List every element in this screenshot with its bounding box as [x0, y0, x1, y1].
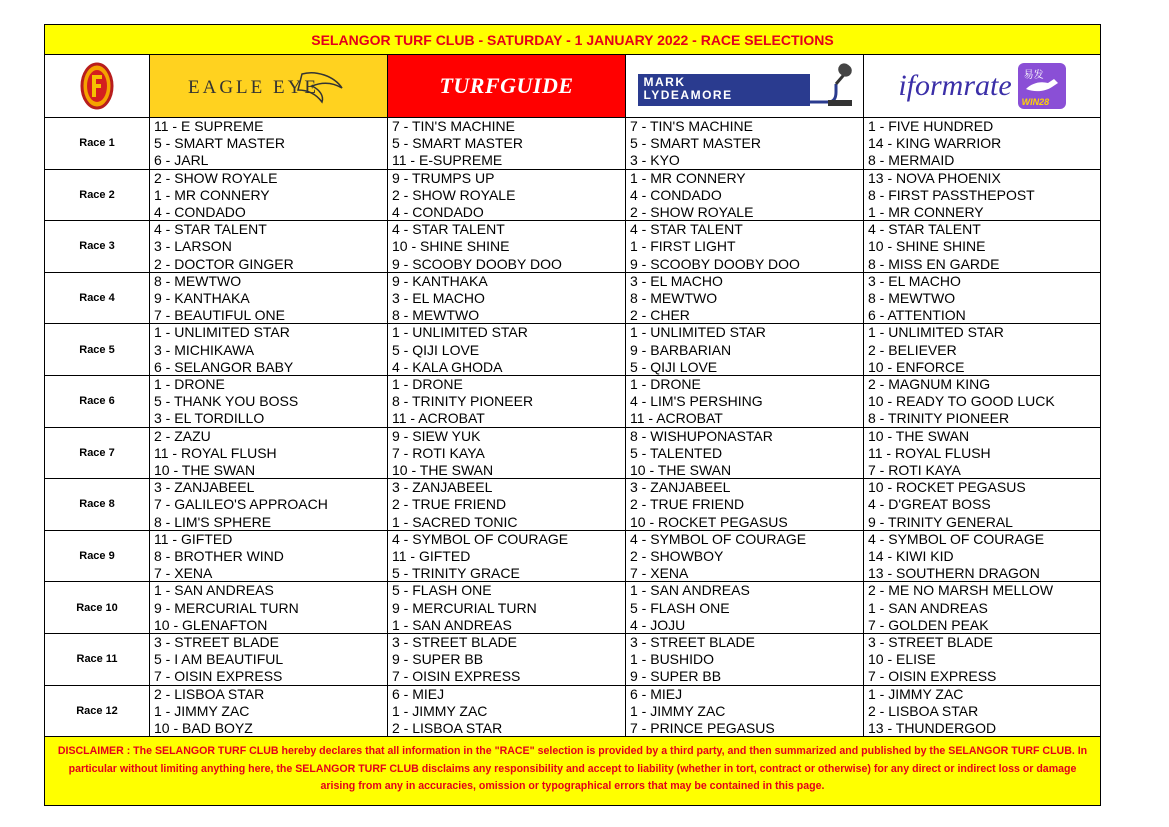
selection-cell — [150, 428, 388, 479]
selection-cell — [150, 221, 388, 272]
mark-lydeamore-logo-cell — [626, 55, 864, 117]
selection-cell — [388, 324, 626, 375]
horse-pick: 3 - EL MACHO — [868, 272, 961, 289]
horse-pick: 8 - MERMAID — [868, 152, 955, 169]
iformrate-logo-text: iformrate — [898, 69, 1012, 102]
selection-cell — [864, 428, 1100, 479]
selection-cell — [626, 428, 864, 479]
horse-pick: 4 - SYMBOL OF COURAGE — [392, 530, 569, 547]
race-row — [44, 376, 1101, 428]
horse-pick: 4 - SYMBOL OF COURAGE — [868, 530, 1045, 547]
horse-pick: 2 - TRUE FRIEND — [392, 496, 507, 513]
horse-pick: 3 - STREET BLADE — [154, 633, 280, 650]
horse-pick: 9 - KANTHAKA — [392, 272, 488, 289]
mark-lydeamore-logo — [634, 60, 856, 112]
horse-pick: 7 - OISIN EXPRESS — [868, 668, 997, 685]
horse-pick: 8 - MEWTWO — [630, 289, 718, 306]
selection-cell — [626, 582, 864, 633]
horse-pick: 3 - LARSON — [154, 238, 232, 255]
race-label: Race 3 — [45, 221, 150, 272]
race-label: Race 12 — [45, 686, 150, 737]
horse-icon — [1024, 77, 1060, 95]
horse-pick: 9 - BARBARIAN — [630, 341, 732, 358]
race-label: Race 9 — [45, 531, 150, 582]
horse-pick: 10 - THE SWAN — [630, 461, 732, 478]
selection-cell — [388, 170, 626, 221]
horse-pick: 3 - STREET BLADE — [868, 633, 994, 650]
race-row — [44, 634, 1101, 686]
horse-pick: 10 - THE SWAN — [392, 461, 494, 478]
horse-pick: 3 - KYO — [630, 152, 680, 169]
horse-pick: 9 - SUPER BB — [392, 651, 484, 668]
horse-pick: 5 - SMART MASTER — [154, 135, 285, 152]
horse-pick: 2 - LISBOA STAR — [392, 719, 503, 736]
race-row — [44, 582, 1101, 634]
race-label: Race 4 — [45, 273, 150, 324]
selection-cell — [626, 634, 864, 685]
mark-logo-line1: MARK — [643, 75, 686, 89]
microphone-icon — [798, 62, 854, 110]
race-row — [44, 428, 1101, 480]
selection-cell — [150, 273, 388, 324]
horse-pick: 1 - UNLIMITED STAR — [154, 324, 290, 341]
horse-pick: 1 - SAN ANDREAS — [154, 582, 274, 599]
horse-pick: 5 - SMART MASTER — [630, 135, 761, 152]
horse-pick: 1 - MR CONNERY — [154, 186, 270, 203]
horse-pick: 2 - ZAZU — [154, 427, 211, 444]
turfguide-logo-cell — [388, 55, 626, 117]
horse-pick: 13 - NOVA PHOENIX — [868, 169, 1001, 186]
horse-pick: 5 - TALENTED — [630, 444, 723, 461]
horse-pick: 2 - CHER — [630, 307, 690, 324]
horse-pick: 4 - CONDADO — [392, 203, 484, 220]
race-row — [44, 324, 1101, 376]
selection-cell — [864, 324, 1100, 375]
horse-pick: 2 - SHOWBOY — [630, 547, 724, 564]
selection-cell — [626, 324, 864, 375]
horse-pick: 6 - ATTENTION — [868, 307, 966, 324]
horse-pick: 8 - MEWTWO — [154, 272, 242, 289]
selection-cell — [388, 118, 626, 169]
horse-pick: 5 - SMART MASTER — [392, 135, 523, 152]
horse-pick: 11 - ROYAL FLUSH — [868, 444, 991, 461]
selection-cell — [864, 273, 1100, 324]
selection-cell — [388, 273, 626, 324]
win28-cn-text: 易发 — [1023, 70, 1044, 81]
horse-pick: 9 - SIEW YUK — [392, 427, 481, 444]
race-row — [44, 479, 1101, 531]
horse-pick: 4 - KALA GHODA — [392, 358, 503, 375]
horse-pick: 7 - TIN'S MACHINE — [630, 118, 753, 134]
disclaimer: DISCLAIMER : The SELANGOR TURF CLUB hereby declares that all information in the "RACE" selection is provided by a third party, and then summarized and published by the SELANGOR TURF CLUB. In particular without limiting anything here, the SELANGOR TURF CLUB disclaims any responsibility and accept to liability (whether in tort, contract or otherwise) for any direct or indirect loss or damage arising from any in accuracies, omission or typographical errors that may be contained in this page. — [44, 737, 1101, 806]
horse-pick: 2 - LISBOA STAR — [154, 685, 265, 702]
horse-pick: 2 - LISBOA STAR — [868, 702, 979, 719]
race-row — [44, 221, 1101, 273]
horse-pick: 1 - SAN ANDREAS — [392, 616, 512, 633]
selection-cell — [150, 376, 388, 427]
horse-pick: 7 - BEAUTIFUL ONE — [154, 307, 285, 324]
win28-text: WIN28 — [1021, 97, 1050, 107]
turfguide-logo-text: TURFGUIDE — [439, 73, 574, 98]
selection-cell — [626, 531, 864, 582]
selection-cell — [388, 428, 626, 479]
selection-cell — [150, 531, 388, 582]
horse-pick: 1 - FIVE HUNDRED — [868, 118, 994, 134]
eagle-eye-logo-text: EAGLE EYE — [187, 77, 319, 98]
page-title: SELANGOR TURF CLUB - SATURDAY - 1 JANUARY 2022 - RACE SELECTIONS — [44, 24, 1101, 55]
selection-cell — [150, 582, 388, 633]
selection-cell — [626, 118, 864, 169]
race-row — [44, 531, 1101, 583]
selection-cell — [864, 221, 1100, 272]
horse-pick: 6 - SELANGOR BABY — [154, 358, 294, 375]
eagle-eye-logo-cell — [150, 55, 388, 117]
horse-pick: 13 - SOUTHERN DRAGON — [868, 565, 1040, 582]
selection-cell — [150, 170, 388, 221]
horse-pick: 3 - STREET BLADE — [392, 633, 518, 650]
tipster-logo-row — [44, 55, 1101, 118]
horse-pick: 3 - EL MACHO — [630, 272, 723, 289]
stc-logo-cell — [45, 55, 150, 117]
horse-pick: 1 - UNLIMITED STAR — [868, 324, 1004, 341]
horse-pick: 4 - LIM'S PERSHING — [630, 393, 763, 410]
horse-pick: 7 - TIN'S MACHINE — [392, 118, 515, 134]
selection-cell — [626, 376, 864, 427]
eagle-eye-logo-icon — [184, 66, 354, 106]
horse-pick: 11 - E SUPREME — [154, 118, 264, 134]
horse-pick: 7 - ROTI KAYA — [868, 461, 961, 478]
race-label: Race 1 — [45, 118, 150, 169]
horse-pick: 7 - XENA — [154, 565, 213, 582]
horse-pick: 9 - KANTHAKA — [154, 289, 250, 306]
horse-pick: 7 - PRINCE PEGASUS — [630, 719, 775, 736]
horse-pick: 1 - DRONE — [154, 375, 225, 392]
horse-pick: 7 - ROTI KAYA — [392, 444, 485, 461]
horse-pick: 11 - ACROBAT — [630, 410, 723, 427]
selection-cell — [150, 324, 388, 375]
horse-pick: 8 - TRINITY PIONEER — [392, 393, 534, 410]
horse-pick: 7 - GOLDEN PEAK — [868, 616, 989, 633]
horse-pick: 9 - SCOOBY DOOBY DOO — [392, 255, 562, 272]
horse-pick: 1 - UNLIMITED STAR — [392, 324, 528, 341]
horse-pick: 11 - GIFTED — [154, 530, 233, 547]
race-row — [44, 686, 1101, 738]
horse-pick: 8 - MEWTWO — [392, 307, 480, 324]
selection-cell — [626, 221, 864, 272]
horse-pick: 5 - THANK YOU BOSS — [154, 393, 299, 410]
horse-pick: 6 - MIEJ — [392, 685, 445, 702]
horse-pick: 11 - ROYAL FLUSH — [154, 444, 277, 461]
horse-pick: 9 - SUPER BB — [630, 668, 722, 685]
horse-pick: 10 - ENFORCE — [868, 358, 965, 375]
horse-pick: 3 - ZANJABEEL — [630, 479, 731, 496]
horse-pick: 7 - OISIN EXPRESS — [392, 668, 521, 685]
horse-pick: 3 - ZANJABEEL — [154, 479, 255, 496]
horse-pick: 13 - THUNDERGOD — [868, 719, 997, 736]
horse-pick: 8 - LIM'S SPHERE — [154, 513, 272, 530]
horse-pick: 6 - MIEJ — [630, 685, 683, 702]
horse-pick: 1 - JIMMY ZAC — [154, 702, 250, 719]
race-selections-sheet — [44, 24, 1101, 806]
mark-lydeamore-box — [638, 74, 810, 106]
horse-pick: 3 - EL TORDILLO — [154, 410, 265, 427]
selection-cell — [864, 170, 1100, 221]
horse-pick: 1 - SACRED TONIC — [392, 513, 518, 530]
horse-pick: 11 - ACROBAT — [392, 410, 485, 427]
horse-pick: 1 - JIMMY ZAC — [630, 702, 726, 719]
horse-pick: 10 - READY TO GOOD LUCK — [868, 393, 1055, 410]
horse-pick: 10 - SHINE SHINE — [392, 238, 510, 255]
selection-cell — [388, 376, 626, 427]
horse-pick: 8 - MEWTWO — [868, 289, 956, 306]
horse-pick: 1 - FIRST LIGHT — [630, 238, 736, 255]
horse-pick: 10 - ROCKET PEGASUS — [630, 513, 788, 530]
race-row — [44, 170, 1101, 222]
horse-pick: 1 - UNLIMITED STAR — [630, 324, 766, 341]
horse-pick: 10 - GLENAFTON — [154, 616, 268, 633]
selection-cell — [388, 686, 626, 737]
race-row — [44, 118, 1101, 170]
horse-pick: 5 - QIJI LOVE — [630, 358, 718, 375]
horse-pick: 5 - FLASH ONE — [392, 582, 492, 599]
selection-cell — [626, 479, 864, 530]
horse-pick: 3 - ZANJABEEL — [392, 479, 493, 496]
horse-pick: 1 - DRONE — [630, 375, 701, 392]
horse-pick: 5 - I AM BEAUTIFUL — [154, 651, 284, 668]
selection-cell — [388, 479, 626, 530]
mark-logo-line2: LYDEAMORE — [643, 88, 733, 102]
horse-pick: 9 - SCOOBY DOOBY DOO — [630, 255, 800, 272]
horse-pick: 2 - SHOW ROYALE — [630, 203, 754, 220]
horse-pick: 8 - FIRST PASSTHEPOST — [868, 186, 1035, 203]
horse-pick: 8 - MISS EN GARDE — [868, 255, 1000, 272]
selection-cell — [388, 531, 626, 582]
horse-pick: 1 - JIMMY ZAC — [392, 702, 488, 719]
horse-pick: 1 - SAN ANDREAS — [630, 582, 750, 599]
selection-cell — [864, 376, 1100, 427]
horse-pick: 7 - OISIN EXPRESS — [154, 668, 283, 685]
horse-pick: 3 - EL MACHO — [392, 289, 485, 306]
horse-pick: 2 - SHOW ROYALE — [392, 186, 516, 203]
selection-cell — [626, 273, 864, 324]
selection-cell — [626, 170, 864, 221]
horse-pick: 3 - STREET BLADE — [630, 633, 756, 650]
horse-pick: 11 - GIFTED — [392, 547, 471, 564]
selection-cell — [150, 686, 388, 737]
stc-crest-icon — [80, 61, 114, 111]
race-label: Race 7 — [45, 428, 150, 479]
horse-pick: 8 - BROTHER WIND — [154, 547, 284, 564]
horse-pick: 10 - THE SWAN — [868, 427, 970, 444]
horse-pick: 5 - TRINITY GRACE — [392, 565, 520, 582]
horse-pick: 6 - JARL — [154, 152, 209, 169]
horse-pick: 5 - FLASH ONE — [630, 599, 730, 616]
race-row — [44, 273, 1101, 325]
race-label: Race 10 — [45, 582, 150, 633]
horse-pick: 10 - THE SWAN — [154, 461, 256, 478]
selection-cell — [388, 582, 626, 633]
horse-pick: 10 - ROCKET PEGASUS — [868, 479, 1026, 496]
horse-pick: 2 - BELIEVER — [868, 341, 957, 358]
horse-pick: 8 - WISHUPONASTAR — [630, 427, 773, 444]
horse-pick: 5 - QIJI LOVE — [392, 341, 480, 358]
horse-pick: 14 - KING WARRIOR — [868, 135, 1002, 152]
race-table — [44, 118, 1101, 737]
selection-cell — [864, 582, 1100, 633]
horse-pick: 2 - MAGNUM KING — [868, 375, 991, 392]
horse-pick: 1 - SAN ANDREAS — [868, 599, 988, 616]
selection-cell — [150, 479, 388, 530]
race-label: Race 5 — [45, 324, 150, 375]
horse-pick: 9 - MERCURIAL TURN — [392, 599, 537, 616]
horse-pick: 10 - BAD BOYZ — [154, 719, 253, 736]
selection-cell — [150, 118, 388, 169]
selection-cell — [388, 634, 626, 685]
horse-pick: 10 - ELISE — [868, 651, 936, 668]
horse-pick: 3 - MICHIKAWA — [154, 341, 255, 358]
horse-pick: 2 - DOCTOR GINGER — [154, 255, 294, 272]
horse-pick: 7 - GALILEO'S APPROACH — [154, 496, 328, 513]
selection-cell — [388, 221, 626, 272]
selection-cell — [864, 634, 1100, 685]
horse-pick: 4 - STAR TALENT — [868, 221, 981, 238]
horse-pick: 4 - STAR TALENT — [630, 221, 743, 238]
horse-pick: 4 - CONDADO — [154, 203, 246, 220]
horse-pick: 9 - TRINITY GENERAL — [868, 513, 1013, 530]
horse-pick: 4 - JOJU — [630, 616, 686, 633]
horse-pick: 10 - SHINE SHINE — [868, 238, 986, 255]
horse-pick: 11 - E-SUPREME — [392, 152, 503, 169]
horse-pick: 14 - KIWI KID — [868, 547, 954, 564]
horse-pick: 8 - TRINITY PIONEER — [868, 410, 1010, 427]
race-label: Race 8 — [45, 479, 150, 530]
horse-pick: 9 - TRUMPS UP — [392, 169, 495, 186]
race-label: Race 2 — [45, 170, 150, 221]
horse-pick: 4 - SYMBOL OF COURAGE — [630, 530, 807, 547]
race-label: Race 6 — [45, 376, 150, 427]
selection-cell — [864, 479, 1100, 530]
horse-pick: 2 - TRUE FRIEND — [630, 496, 745, 513]
win28-badge — [1018, 63, 1066, 109]
selection-cell — [150, 634, 388, 685]
horse-pick: 7 - XENA — [630, 565, 689, 582]
horse-pick: 2 - ME NO MARSH MELLOW — [868, 582, 1054, 599]
selection-cell — [626, 686, 864, 737]
selection-cell — [864, 118, 1100, 169]
horse-pick: 1 - MR CONNERY — [630, 169, 746, 186]
selection-cell — [864, 686, 1100, 737]
horse-pick: 1 - BUSHIDO — [630, 651, 715, 668]
race-label: Race 11 — [45, 634, 150, 685]
horse-pick: 4 - CONDADO — [630, 186, 722, 203]
horse-pick: 1 - MR CONNERY — [868, 203, 984, 220]
horse-pick: 4 - D'GREAT BOSS — [868, 496, 991, 513]
horse-pick: 9 - MERCURIAL TURN — [154, 599, 299, 616]
horse-pick: 1 - JIMMY ZAC — [868, 685, 964, 702]
horse-pick: 1 - DRONE — [392, 375, 463, 392]
horse-pick: 4 - STAR TALENT — [154, 221, 267, 238]
horse-pick: 2 - SHOW ROYALE — [154, 169, 278, 186]
horse-pick: 4 - STAR TALENT — [392, 221, 505, 238]
selection-cell — [864, 531, 1100, 582]
iformrate-logo-cell — [864, 55, 1100, 117]
